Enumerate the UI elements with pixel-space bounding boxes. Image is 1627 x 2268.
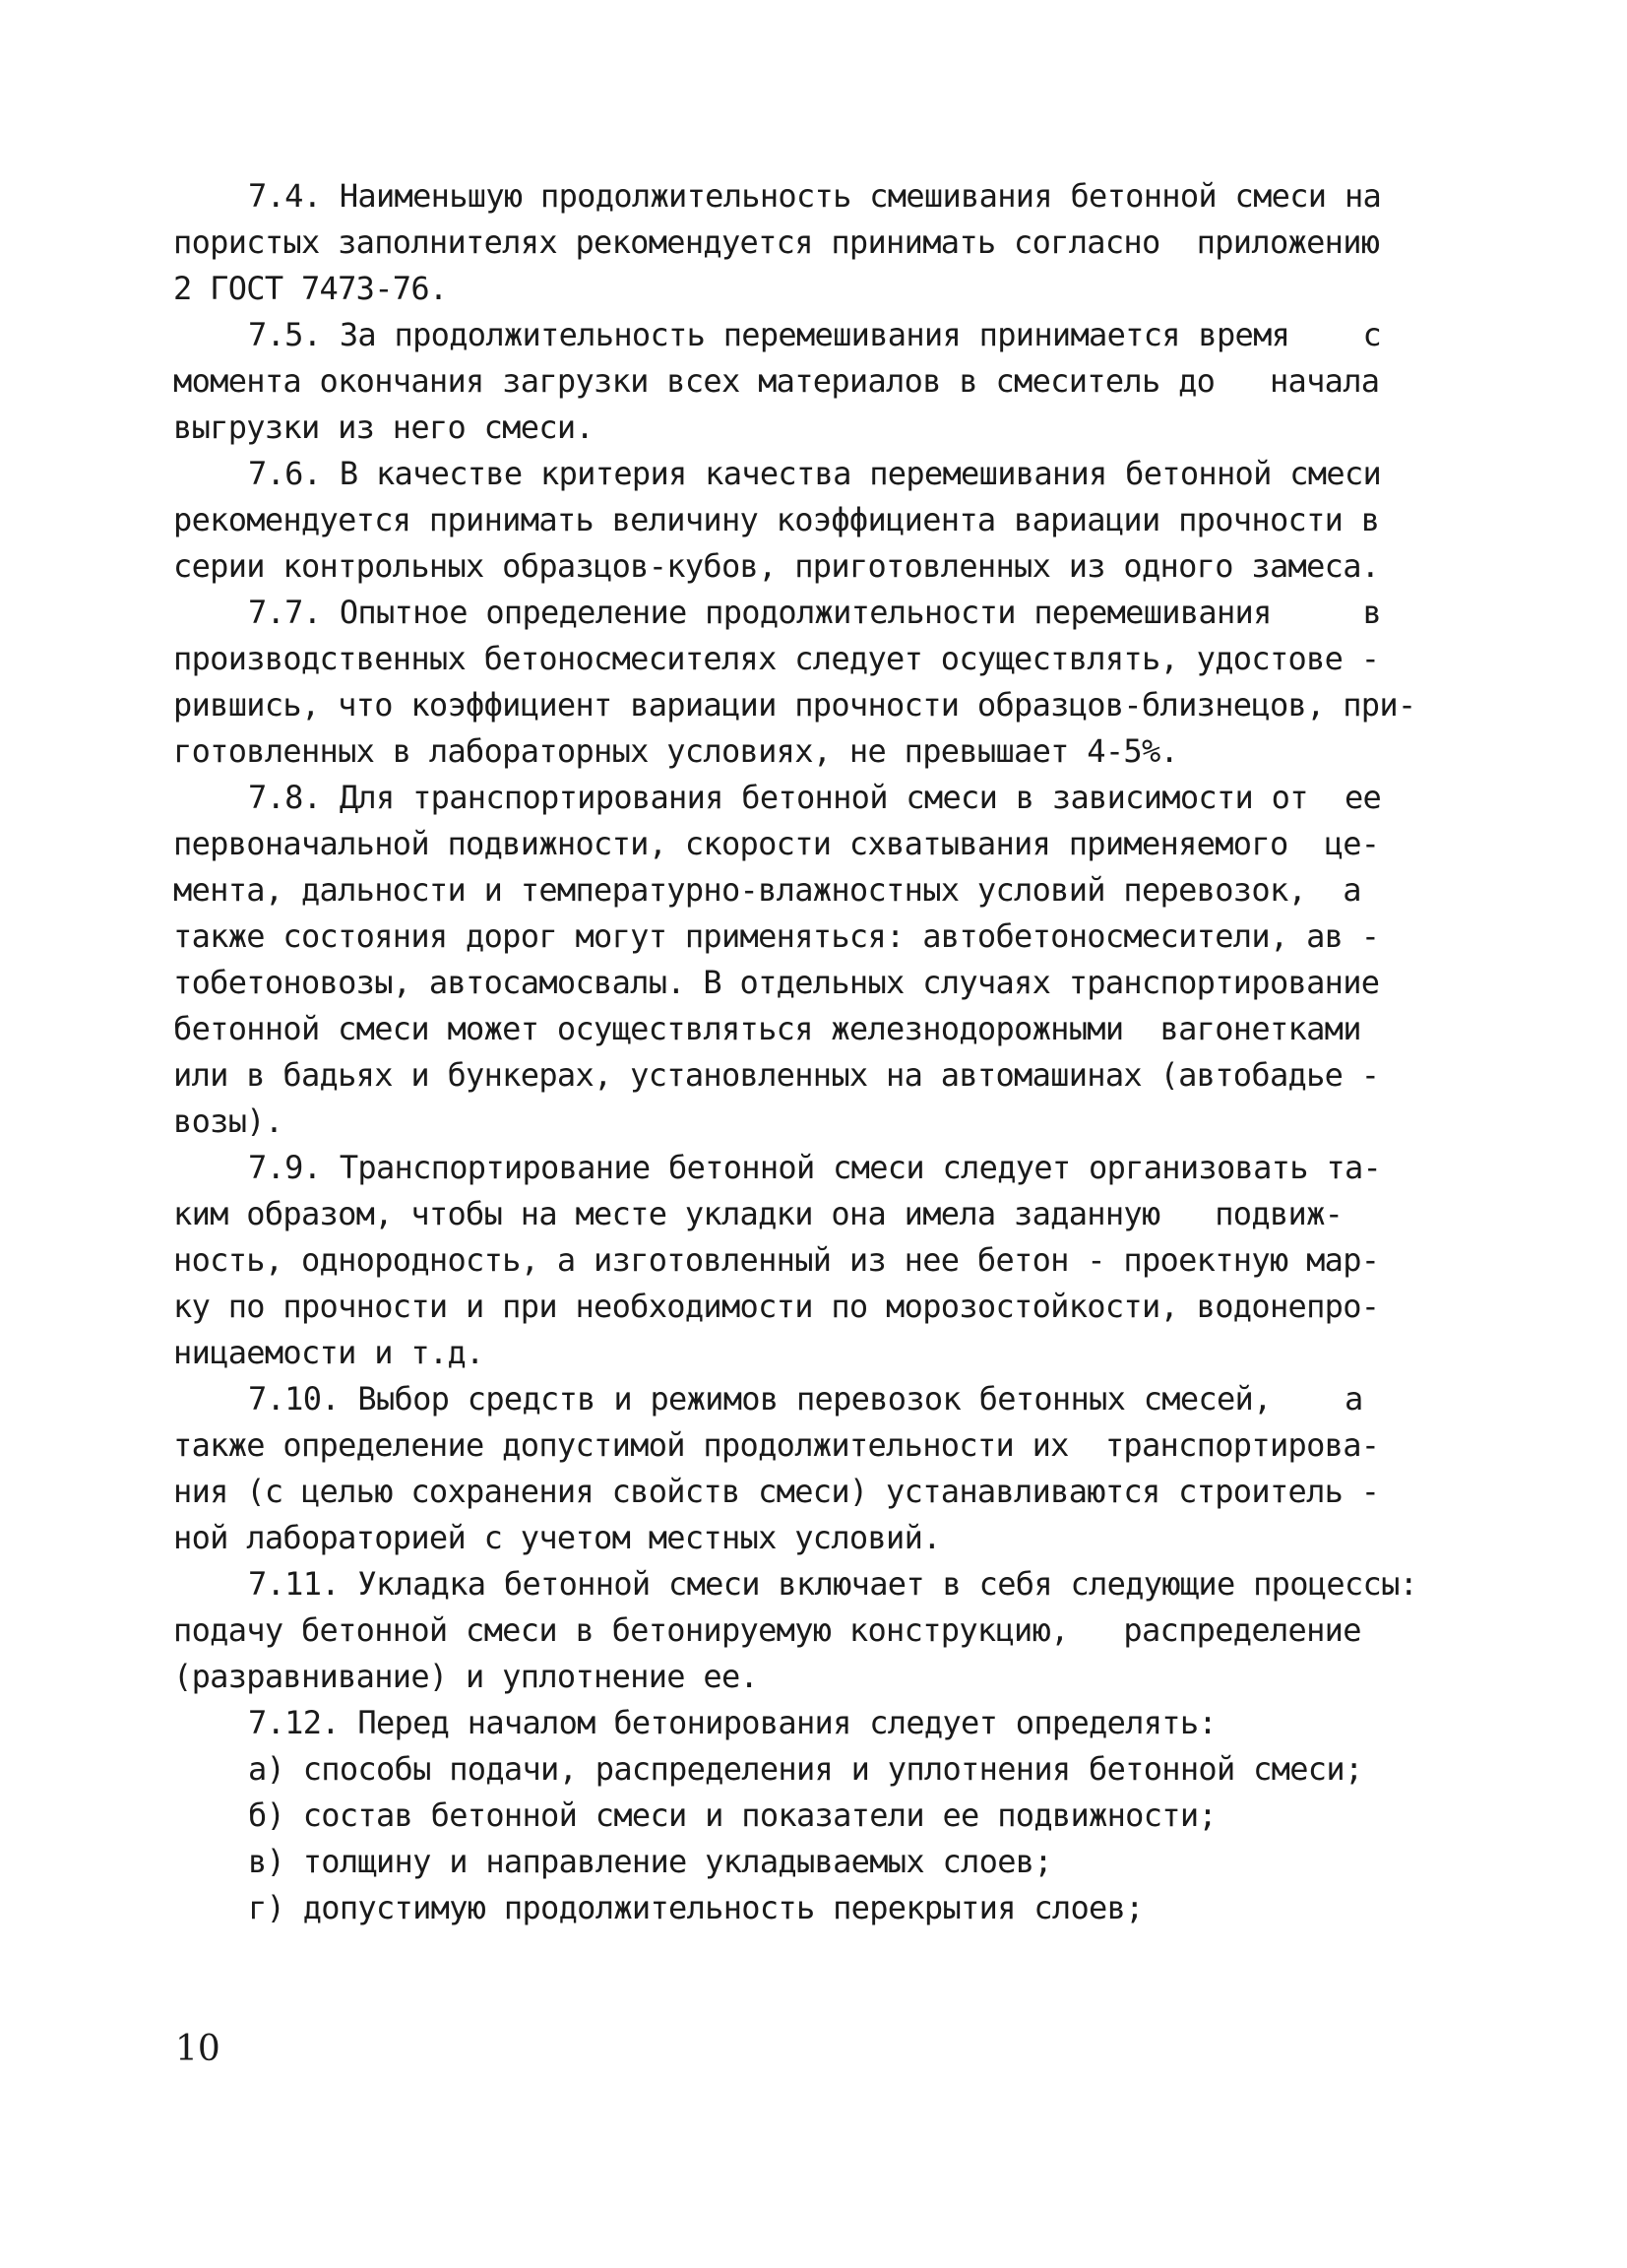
body-text bbox=[173, 173, 1453, 1931]
text-line: ким образом, чтобы на месте укладки она имела заданную подвиж- bbox=[173, 1195, 1344, 1232]
text-line: подачу бетонной смеси в бетонируемую конструкцию, распределение bbox=[173, 1611, 1361, 1649]
text-line: ницаемости и т.д. bbox=[173, 1334, 484, 1371]
text-line: рившись, что коэффициент вариации прочности образцов-близнецов, при- bbox=[173, 686, 1416, 724]
text-line: мента, дальности и температурно-влажностных условий перевозок, а bbox=[173, 871, 1361, 909]
text-line: рекомендуется принимать величину коэффициента вариации прочности в bbox=[173, 501, 1380, 538]
text-line: ния (с целью сохранения свойств смеси) устанавливаются строитель - bbox=[173, 1473, 1380, 1510]
text-line: готовленных в лабораторных условиях, не превышает 4-5%. bbox=[173, 732, 1179, 770]
text-line: 7.8. Для транспортирования бетонной смеси в зависимости от ее bbox=[248, 779, 1382, 816]
text-line: производственных бетоносмесителях следует осуществлять, удостове - bbox=[173, 640, 1380, 677]
text-line: первоначальной подвижности, скорости схватывания применяемого це- bbox=[173, 825, 1380, 862]
text-line: 7.12. Перед началом бетонирования следует определять: bbox=[248, 1704, 1217, 1741]
text-line: также определение допустимой продолжительности их транспортирова- bbox=[173, 1426, 1380, 1464]
text-line: г) допустимую продолжительность перекрытия слоев; bbox=[248, 1889, 1144, 1926]
text-line: в) толщину и направление укладываемых слоев; bbox=[248, 1843, 1052, 1880]
text-line: бетонной смеси может осуществляться железнодорожными вагонетками bbox=[173, 1010, 1361, 1047]
text-line: б) состав бетонной смеси и показатели ее подвижности; bbox=[248, 1796, 1217, 1834]
text-line: 7.11. Укладка бетонной смеси включает в себя следующие процессы: bbox=[248, 1565, 1418, 1603]
text-line: 7.10. Выбор средств и режимов перевозок бетонных смесей, а bbox=[248, 1380, 1363, 1418]
text-line: ность, однородность, а изготовленный из нее бетон - проектную мар- bbox=[173, 1241, 1380, 1279]
text-line: 7.4. Наименьшую продолжительность смешивания бетонной смеси на bbox=[248, 177, 1382, 215]
text-line: также состояния дорог могут применяться: автобетоносмесители, ав - bbox=[173, 917, 1380, 955]
text-line: момента окончания загрузки всех материалов в смеситель до начала bbox=[173, 362, 1380, 400]
text-line: выгрузки из него смеси. bbox=[173, 409, 594, 446]
text-line: тобетоновозы, автосамосвалы. В отдельных случаях транспортирование bbox=[173, 964, 1380, 1001]
text-line: возы). bbox=[173, 1102, 283, 1140]
text-line: пористых заполнителях рекомендуется принимать согласно приложению bbox=[173, 223, 1380, 261]
text-line: серии контрольных образцов-кубов, приготовленных из одного замеса. bbox=[173, 547, 1380, 585]
text-line: ку по прочности и при необходимости по морозостойкости, водонепро- bbox=[173, 1288, 1380, 1325]
text-line: 7.6. В качестве критерия качества перемешивания бетонной смеси bbox=[248, 455, 1382, 492]
text-line: или в бадьях и бункерах, установленных на автомашинах (автобадье - bbox=[173, 1056, 1380, 1094]
text-line: 7.9. Транспортирование бетонной смеси следует организовать та- bbox=[248, 1149, 1382, 1186]
text-line: 2 ГОСТ 7473-76. bbox=[173, 270, 448, 307]
text-line: 7.7. Опытное определение продолжительности перемешивания в bbox=[248, 594, 1382, 631]
text-line: (разравнивание) и уплотнение ее. bbox=[173, 1658, 759, 1695]
text-line: 7.5. За продолжительность перемешивания принимается время с bbox=[248, 316, 1382, 353]
text-line: ной лабораторией с учетом местных условий. bbox=[173, 1519, 941, 1556]
page-number: 10 bbox=[175, 2029, 220, 2069]
text-line: а) способы подачи, распределения и уплотнения бетонной смеси; bbox=[248, 1750, 1363, 1788]
